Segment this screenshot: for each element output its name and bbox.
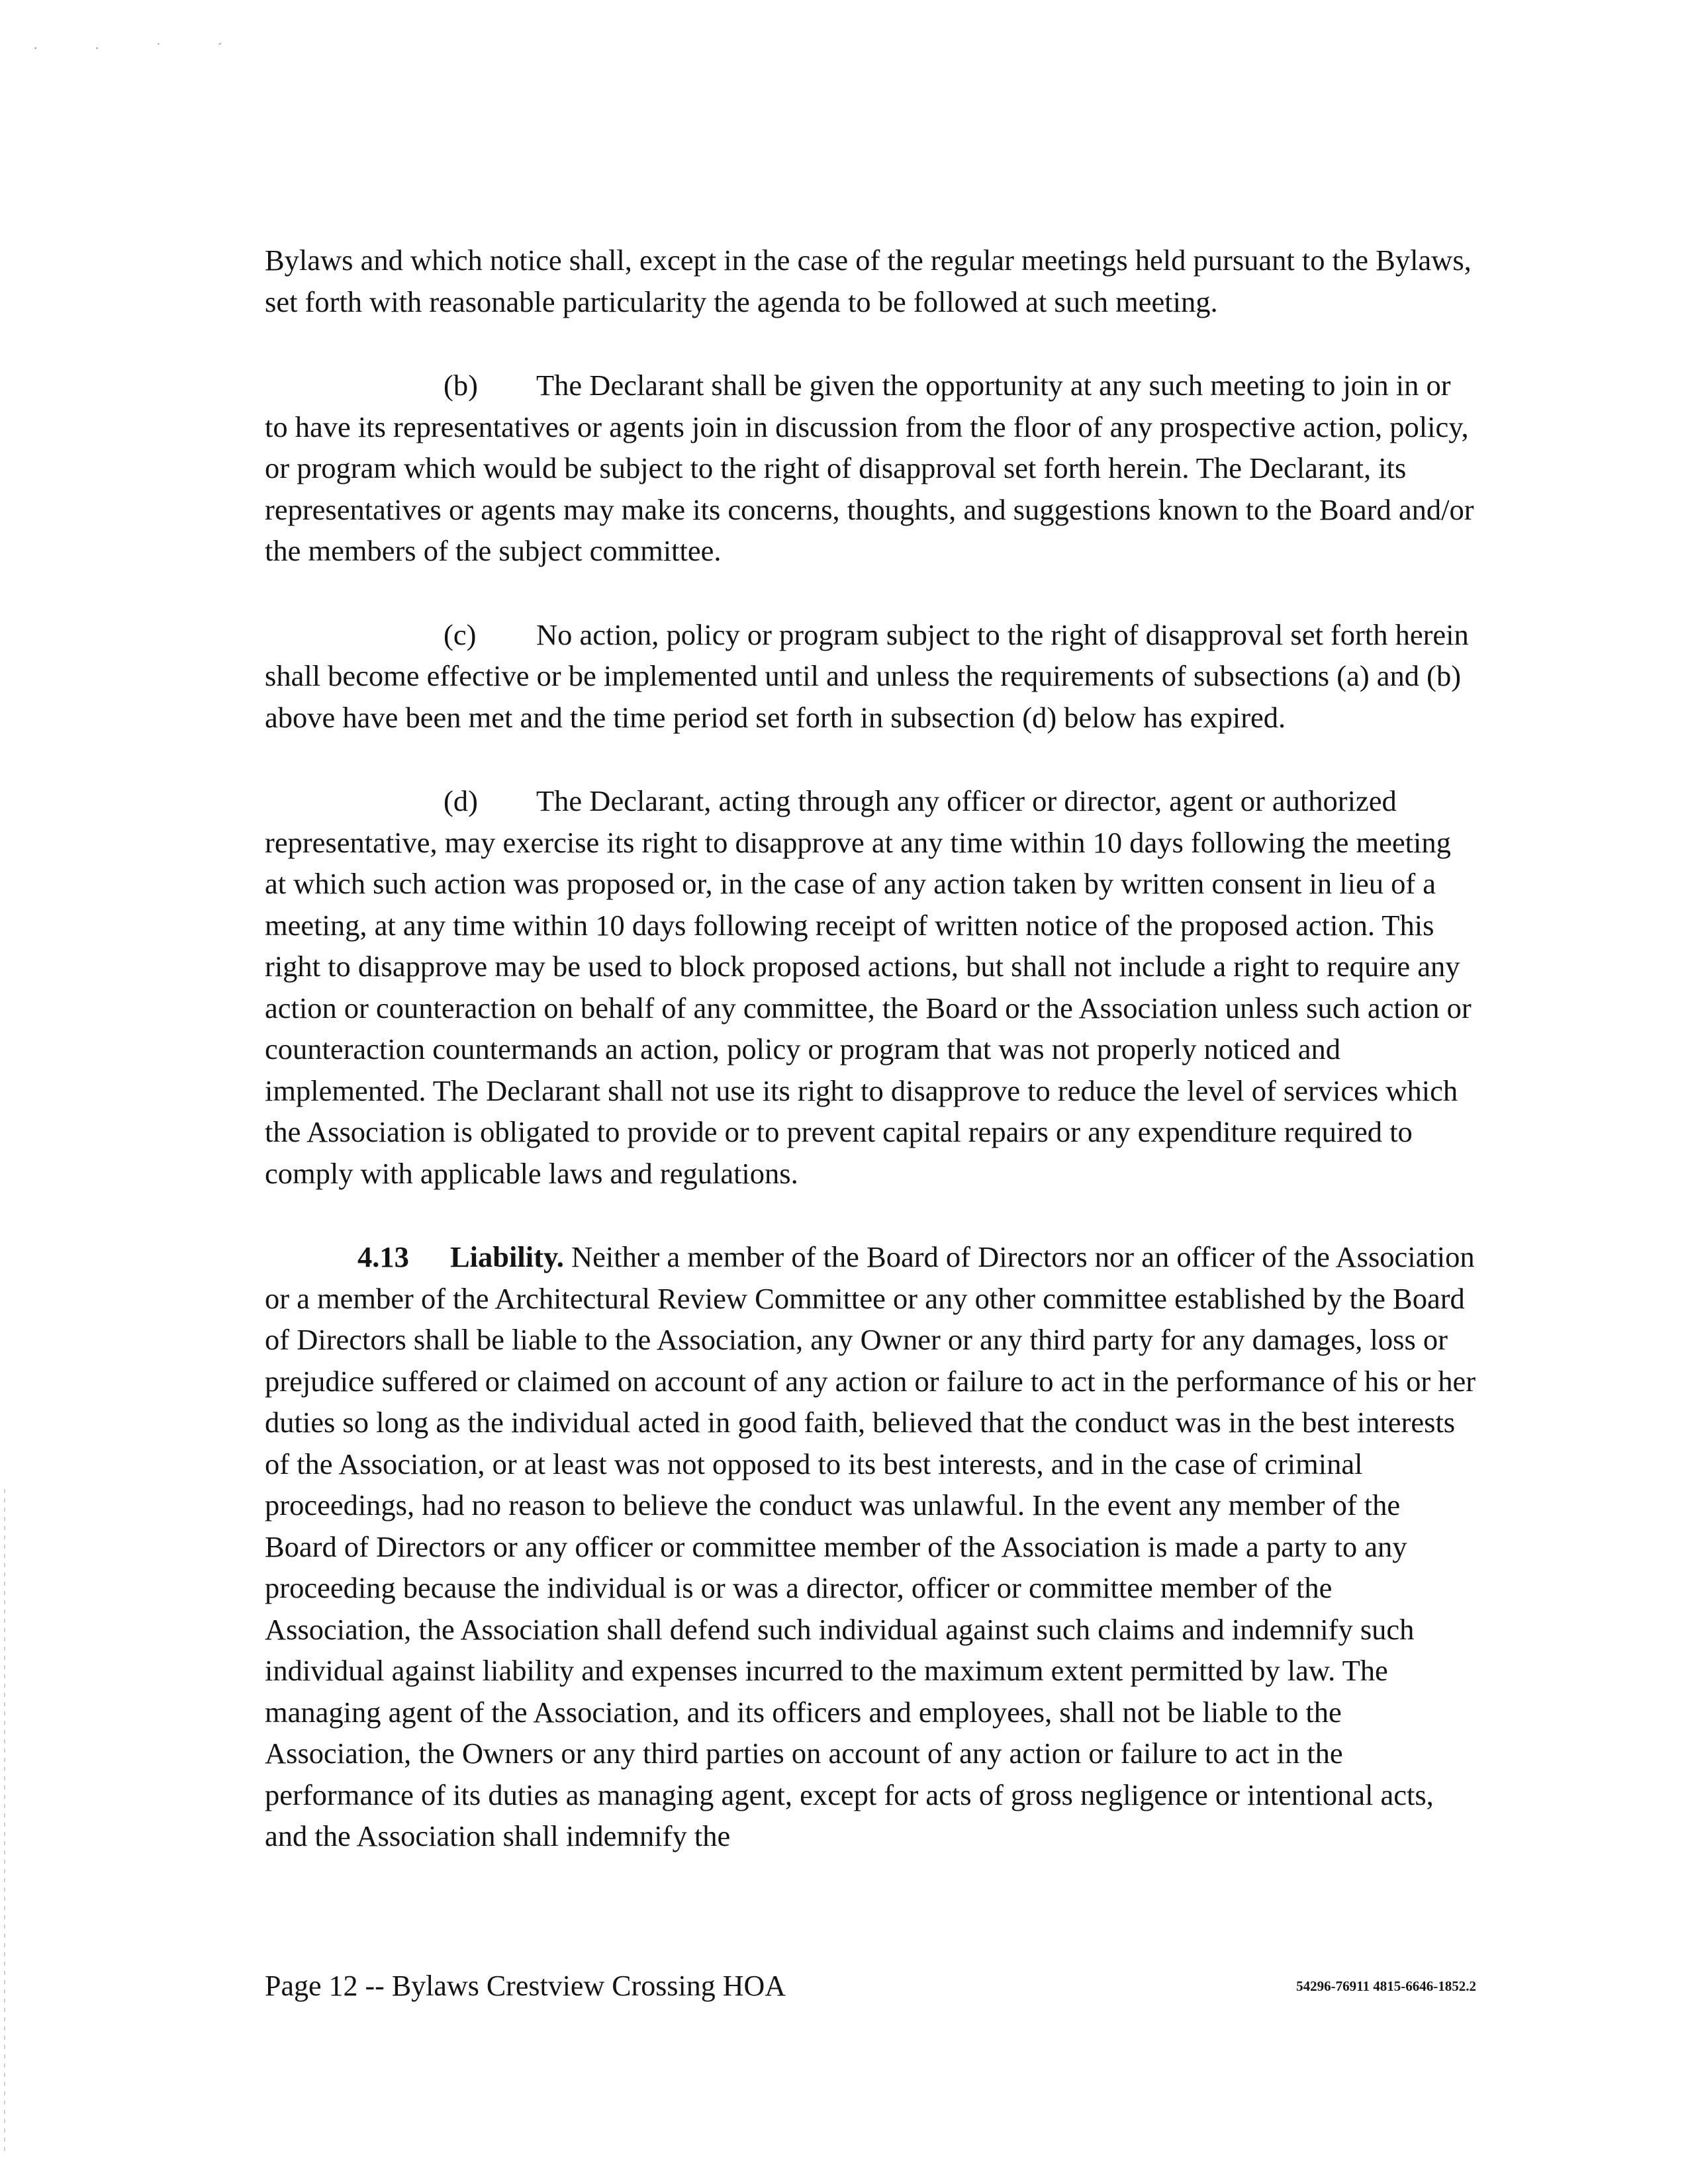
subsection-c (265, 614, 1476, 739)
section-heading: Liability. (450, 1240, 564, 1273)
subsection-label: (c) (444, 617, 477, 651)
scan-edge-artifact (4, 1489, 5, 2151)
paragraph-continuation: Bylaws and which notice shall, except in the case of the regular meetings held pursuant to the Bylaws, set forth with reasonable particularity the agenda to be followed at such meeting. (265, 244, 1472, 318)
subsection-text: The Declarant shall be given the opportunity at any such meeting to join in or to have its representatives or agents join in discussion from the floor of any prospective action, policy, or program which would be subject to the right of disapproval set forth herein. The Declarant, its representatives or agents may make its concerns, thoughts, and suggestions known to the Board and/or the members of the subject committee. (265, 369, 1474, 567)
section-number: 4.13 (357, 1240, 409, 1273)
page-footer (265, 1969, 1476, 2009)
footer-page-label: Page 12 -- Bylaws Crestview Crossing HOA (265, 1970, 786, 2002)
section-text: Neither a member of the Board of Directors nor an officer of the Association or a member of the Architectural Review Committee or any other committee established by the Board of Directors shall be liable to the Association, any Owner or any third party for any damages, loss or prejudice suffered or claimed on account of any action or failure to act in the performance of his or her duties so long as the individual acted in good faith, believed that the conduct was in the best interests of the Association, or at least was not opposed to its best interests, and in the case of criminal proceedings, had no reason to believe the conduct was unlawful. In the event any member of the Board of Directors or any officer or committee member of the Association is made a party to any proceeding because the individual is or was a director, officer or committee member of the Association, the Association shall defend such individual against such claims and indemnify such individual against liability and expenses incurred to the maximum extent permitted by law. The managing agent of the Association, and its officers and employees, shall not be liable to the Association, the Owners or any third parties on account of any action or failure to act in the performance of its duties as managing agent, except for acts of gross negligence or intentional acts, and the Association shall indemnify the (265, 1240, 1476, 1852)
footer-doc-id: 54296-76911 4815-6646-1852.2 (1296, 1978, 1476, 1994)
subsection-b (265, 365, 1476, 572)
document-body (265, 240, 1476, 1899)
subsection-label: (b) (444, 369, 478, 402)
section-4-13 (265, 1236, 1476, 1857)
subsection-text: The Declarant, acting through any officer or director, agent or authorized representative, may exercise its right to disapprove at any time within 10 days following the meeting at which such action was proposed or, in the case of any action taken by written consent in lieu of a meeting, at any time within 10 days following receipt of written notice of the proposed action. This right to disapprove may be used to block proposed actions, but shall not include a right to require any action or counteraction on behalf of any committee, the Board or the Association unless such action or counteraction countermands an action, policy or program that was not properly noticed and implemented. The Declarant shall not use its right to disapprove to reduce the level of services which the Association is obligated to provide or to prevent capital repairs or any expenditure required to comply with applicable laws and regulations. (265, 784, 1472, 1190)
scan-artifact: · · ˙ ´ (33, 40, 249, 56)
subsection-d (265, 780, 1476, 1194)
subsection-text: No action, policy or program subject to the right of disapproval set forth herein shall become effective or be implemented until and unless the requirements of subsections (a) and (b) above have been met and the time period set forth in subsection (d) below has expired. (265, 617, 1469, 734)
subsection-label: (d) (444, 784, 478, 817)
